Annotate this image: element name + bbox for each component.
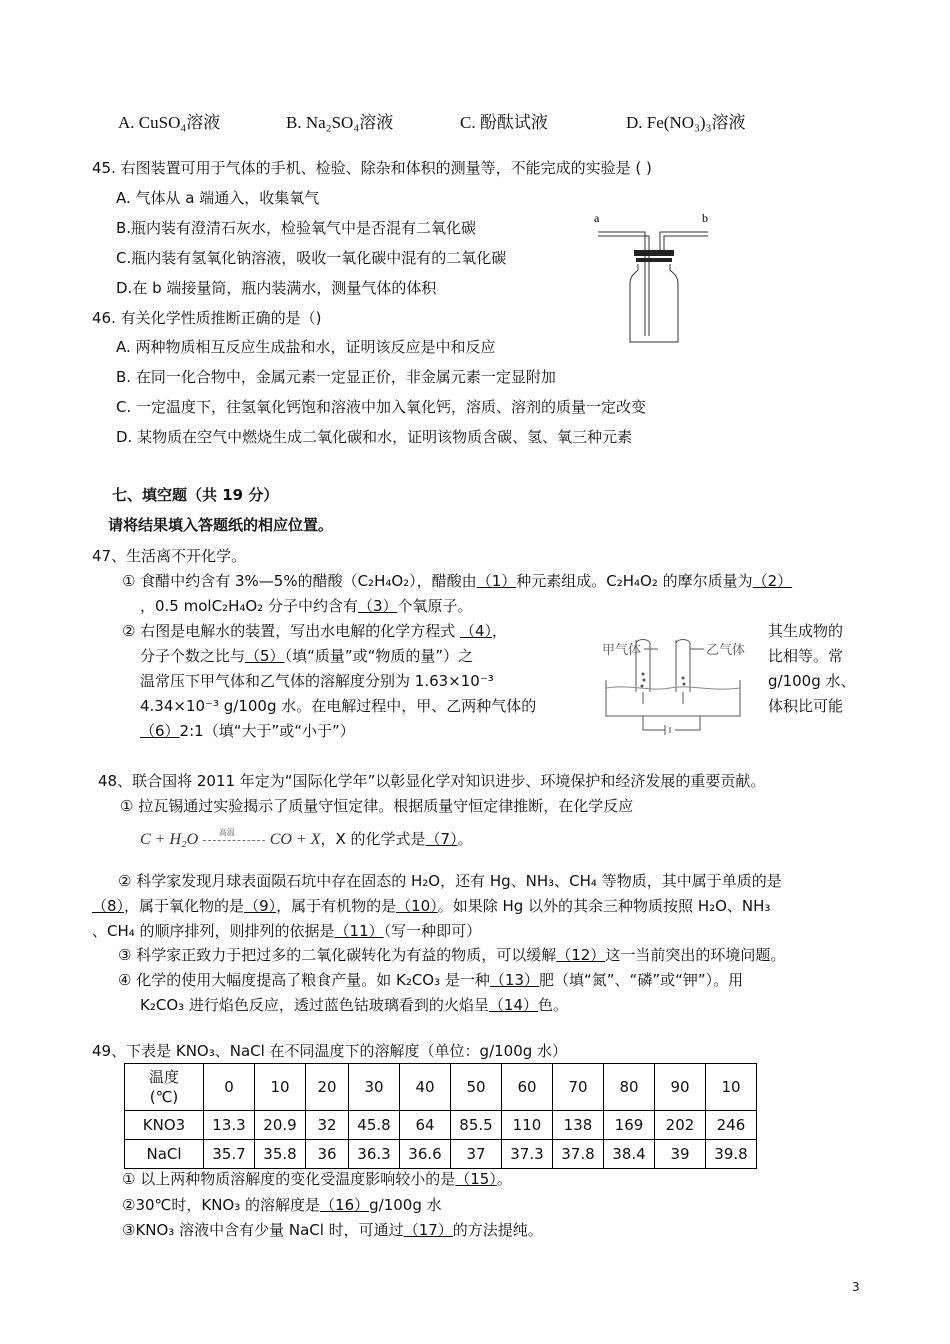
q44-option-c: C. 酚酞试液 <box>460 113 548 132</box>
section-title: 七、填空题（共 19 分） <box>112 486 279 504</box>
q48-p2-b: ，属于氧化物的是 <box>124 897 245 915</box>
blank-9: （9） <box>244 897 277 915</box>
q47-p1-b: 种元素组成。C₂H₄O₂ 的摩尔质量为 <box>516 572 753 590</box>
q47-stem: 47、生活离不开化学。 <box>92 547 247 565</box>
blank-10: （10） <box>396 897 438 915</box>
q46-option-c: C. 一定温度下，往氢氧化钙饱和溶液中加入氧化钙，溶质、溶剂的质量一定改变 <box>116 398 647 416</box>
q49-stem: 49、下表是 KNO₃、NaCl 在不同温度下的溶解度（单位：g/100g 水） <box>92 1042 568 1060</box>
q47-p2-e: 比相等。常 <box>768 647 844 665</box>
value-cell: 64 <box>400 1111 451 1140</box>
row-name-cell: NaCl <box>125 1140 204 1169</box>
blank-13: （13） <box>489 971 539 989</box>
q45-option-c: C.瓶内装有氢氧化钠溶液，吸收一氧化碳中混有的二氧化碳 <box>116 249 507 267</box>
q49-p1-a: ① 以上两种物质溶解度的变化受温度影响较小的是 <box>122 1170 456 1188</box>
q47-part2-line2 <box>140 645 473 667</box>
value-cell: 36.3 <box>349 1140 400 1169</box>
q47-part1-line1 <box>122 570 792 592</box>
value-cell: 169 <box>604 1111 655 1140</box>
equation-left: C + H₂O <box>140 831 199 848</box>
q48-part4-line2 <box>140 994 568 1016</box>
value-cell: 39.8 <box>706 1140 757 1169</box>
q47-p2-a: ② 右图是电解水的装置，写出水电解的化学方程式 <box>122 622 456 640</box>
q44-option-a: A. CuSO₄溶液 <box>118 113 221 132</box>
value-cell: 38.4 <box>604 1140 655 1169</box>
q49-part2 <box>122 1194 442 1216</box>
q47-p2-j: 2:1（填“大于”或“小于”） <box>179 722 355 740</box>
q48-part3 <box>118 944 785 966</box>
blank-12: （12） <box>556 946 606 964</box>
value-cell: 35.8 <box>255 1140 306 1169</box>
blank-5: （5） <box>245 647 285 665</box>
temp-cell: 80 <box>604 1064 655 1111</box>
q46-option-d: D. 某物质在空气中燃烧生成二氧化碳和水，证明该物质含碳、氢、氧三种元素 <box>116 428 633 446</box>
q47-p2-b: 其生成物的 <box>768 622 844 640</box>
table-row <box>125 1140 757 1169</box>
q48-p2-e: 、CH₄ 的顺序排列，则排列的依据是 <box>92 922 335 940</box>
header-temp-unit: (℃) <box>149 1088 179 1106</box>
q47-p2-c: 分子个数之比与 <box>140 647 246 665</box>
q47-p1-c: ，0.5 molC₂H₄O₂ 分子中约含有 <box>140 597 358 615</box>
blank-11: （11） <box>334 922 384 940</box>
q47-p2-f: 温常压下甲气体和乙气体的溶解度分别为 1.63×10⁻³ <box>140 672 494 690</box>
q47-p1-a: ① 食醋中约含有 3%—5%的醋酸（C₂H₄O₂），醋酸由 <box>122 572 477 590</box>
temp-cell: 70 <box>553 1064 604 1111</box>
value-cell: 32 <box>306 1111 349 1140</box>
blank-8: （8） <box>92 897 125 915</box>
q48-p2-c: ，属于有机物的是 <box>276 897 397 915</box>
value-cell: 36.6 <box>400 1140 451 1169</box>
blank-3: （3） <box>357 597 398 615</box>
page-number: 3 <box>852 1280 860 1294</box>
blank-7: （7） <box>425 830 458 848</box>
blank-1: （1） <box>476 572 517 590</box>
reaction-arrow <box>203 828 265 841</box>
blank-4: （4） <box>460 622 493 640</box>
electrolysis-figure <box>600 634 760 740</box>
q48-p4-a: ④ 化学的使用大幅度提高了粮食产量。如 K₂CO₃ 是一种 <box>118 971 490 989</box>
temp-cell: 0 <box>204 1064 255 1111</box>
temp-cell: 20 <box>306 1064 349 1111</box>
temp-cell: 60 <box>502 1064 553 1111</box>
q45-stem: 45. 右图装置可用于气体的手机、检验、除杂和体积的测量等，不能完成的实验是 ( ) <box>92 159 652 177</box>
q44-option-d: D. Fe(NO₃)₃溶液 <box>626 113 746 132</box>
value-cell: 36 <box>306 1140 349 1169</box>
q48-p2-f: （写一种即可） <box>383 922 482 940</box>
q47-part2-line1: ② 右图是电解水的装置，写出水电解的化学方程式 （4）， <box>122 622 508 640</box>
value-cell: 37.8 <box>553 1140 604 1169</box>
q48-equation-line <box>140 828 473 851</box>
label-b: b <box>702 211 708 225</box>
blank-6: （6） <box>140 722 180 740</box>
value-cell: 138 <box>553 1111 604 1140</box>
blank-15: （15） <box>455 1170 497 1188</box>
q47-p2-h: 4.34×10⁻³ g/100g 水。在电解过程中，甲、乙两种气体的 <box>140 697 537 715</box>
value-cell: 246 <box>706 1111 757 1140</box>
value-cell: 13.3 <box>204 1111 255 1140</box>
header-temp-label: 温度 <box>148 1068 179 1086</box>
value-cell: 39 <box>655 1140 706 1169</box>
header-temperature-cell <box>125 1064 204 1111</box>
temp-cell: 30 <box>349 1064 400 1111</box>
q48-stem: 48、联合国将 2011 年定为“国际化学年”以彰显化学对知识进步、环境保护和经济发展的重要贡献。 <box>98 772 766 790</box>
q49-part1 <box>122 1168 512 1190</box>
q49-p3-b: 的方法提纯。 <box>452 1221 543 1239</box>
gas2-label: 乙气体 <box>706 643 746 658</box>
q47-p1-d: 个氧原子。 <box>397 597 473 615</box>
q47-p2-g: g/100g 水、 <box>768 672 856 690</box>
value-cell: 20.9 <box>255 1111 306 1140</box>
q47-p2-d: （填“质量”或“物质的量”）之 <box>284 647 474 665</box>
q49-p2-b: g/100g 水 <box>369 1196 442 1214</box>
q49-part3 <box>122 1219 543 1241</box>
section-instruction: 请将结果填入答题纸的相应位置。 <box>108 516 334 534</box>
q48-p2-a: ② 科学家发现月球表面陨石坑中存在固态的 H₂O，还有 Hg、NH₃、CH₄ 等物质，其中属于单质的是 <box>118 872 782 890</box>
value-cell: 35.7 <box>204 1140 255 1169</box>
q47-part1-line2 <box>140 595 473 617</box>
q45-option-b: B.瓶内装有澄清石灰水，检验氧气中是否混有二氧化碳 <box>116 219 477 237</box>
q49-p3-a: ③KNO₃ 溶液中含有少量 NaCl 时，可通过 <box>122 1221 404 1239</box>
blank-14: （14） <box>488 996 539 1014</box>
q48-p2-d: 。如果除 Hg 以外的其余三种物质按照 H₂O、NH₃ <box>437 897 771 915</box>
q46-stem: 46. 有关化学性质推断正确的是（) <box>92 309 322 327</box>
value-cell: 85.5 <box>451 1111 502 1140</box>
q46-option-a: A. 两种物质相互反应生成盐和水，证明该反应是中和反应 <box>116 338 496 356</box>
q47-p2-i: 体积比可能 <box>768 697 844 715</box>
q48-p4-d: 色。 <box>538 996 569 1014</box>
temp-cell: 10 <box>255 1064 306 1111</box>
value-cell: 110 <box>502 1111 553 1140</box>
q48-p4-c: K₂CO₃ 进行焰色反应，透过蓝色钴玻璃看到的火焰呈 <box>140 996 489 1014</box>
value-cell: 45.8 <box>349 1111 400 1140</box>
q48-p1-b: ，X 的化学式是 <box>320 830 426 848</box>
table-row <box>125 1111 757 1140</box>
blank-16: （16） <box>320 1196 370 1214</box>
blank-17: （17） <box>403 1221 453 1239</box>
gas-bottle-figure <box>590 208 720 348</box>
q49-p1-b: 。 <box>496 1170 512 1188</box>
q48-p3-a: ③ 科学家正致力于把过多的二氧化碳转化为有益的物质，可以缓解 <box>118 946 557 964</box>
label-a: a <box>594 211 600 225</box>
value-cell: 37 <box>451 1140 502 1169</box>
q44-option-b: B. Na₂SO₄溶液 <box>286 113 394 132</box>
q49-p2-a: ②30℃时，KNO₃ 的溶解度是 <box>122 1196 321 1214</box>
value-cell: 37.3 <box>502 1140 553 1169</box>
q47-part2-line6 <box>140 720 355 742</box>
q45-option-a: A. 气体从 a 端通入，收集氧气 <box>116 189 320 207</box>
temp-cell: 40 <box>400 1064 451 1111</box>
q48-part2-line3 <box>92 920 481 942</box>
q48-p1: ① 拉瓦锡通过实验揭示了质量守恒定律。根据质量守恒定律推断，在化学反应 <box>120 797 634 815</box>
reaction-condition: 高温 <box>218 828 235 837</box>
row-name-cell: KNO3 <box>125 1111 204 1140</box>
q48-p3-b: 这一当前突出的环境问题。 <box>605 946 786 964</box>
temp-cell: 50 <box>451 1064 502 1111</box>
value-cell: 202 <box>655 1111 706 1140</box>
blank-2: （2） <box>752 572 793 590</box>
temp-cell: 90 <box>655 1064 706 1111</box>
table-header-row <box>125 1064 757 1111</box>
q45-option-d: D.在 b 端接量筒，瓶内装满水，测量气体的体积 <box>116 279 437 297</box>
q48-p1-c: 。 <box>457 830 473 848</box>
equation-right: CO + X <box>269 831 321 848</box>
temp-cell: 10 <box>706 1064 757 1111</box>
q48-p4-b: 肥（填“氮”、“磷”或“钾”）。用 <box>539 971 744 989</box>
q48-part4-line1 <box>118 969 743 991</box>
q48-part2-line2 <box>92 895 770 917</box>
solubility-table <box>124 1063 757 1169</box>
gas1-label: 甲气体 <box>602 643 642 658</box>
q46-option-b: B. 在同一化合物中，金属元素一定显正价，非金属元素一定显附加 <box>116 368 556 386</box>
